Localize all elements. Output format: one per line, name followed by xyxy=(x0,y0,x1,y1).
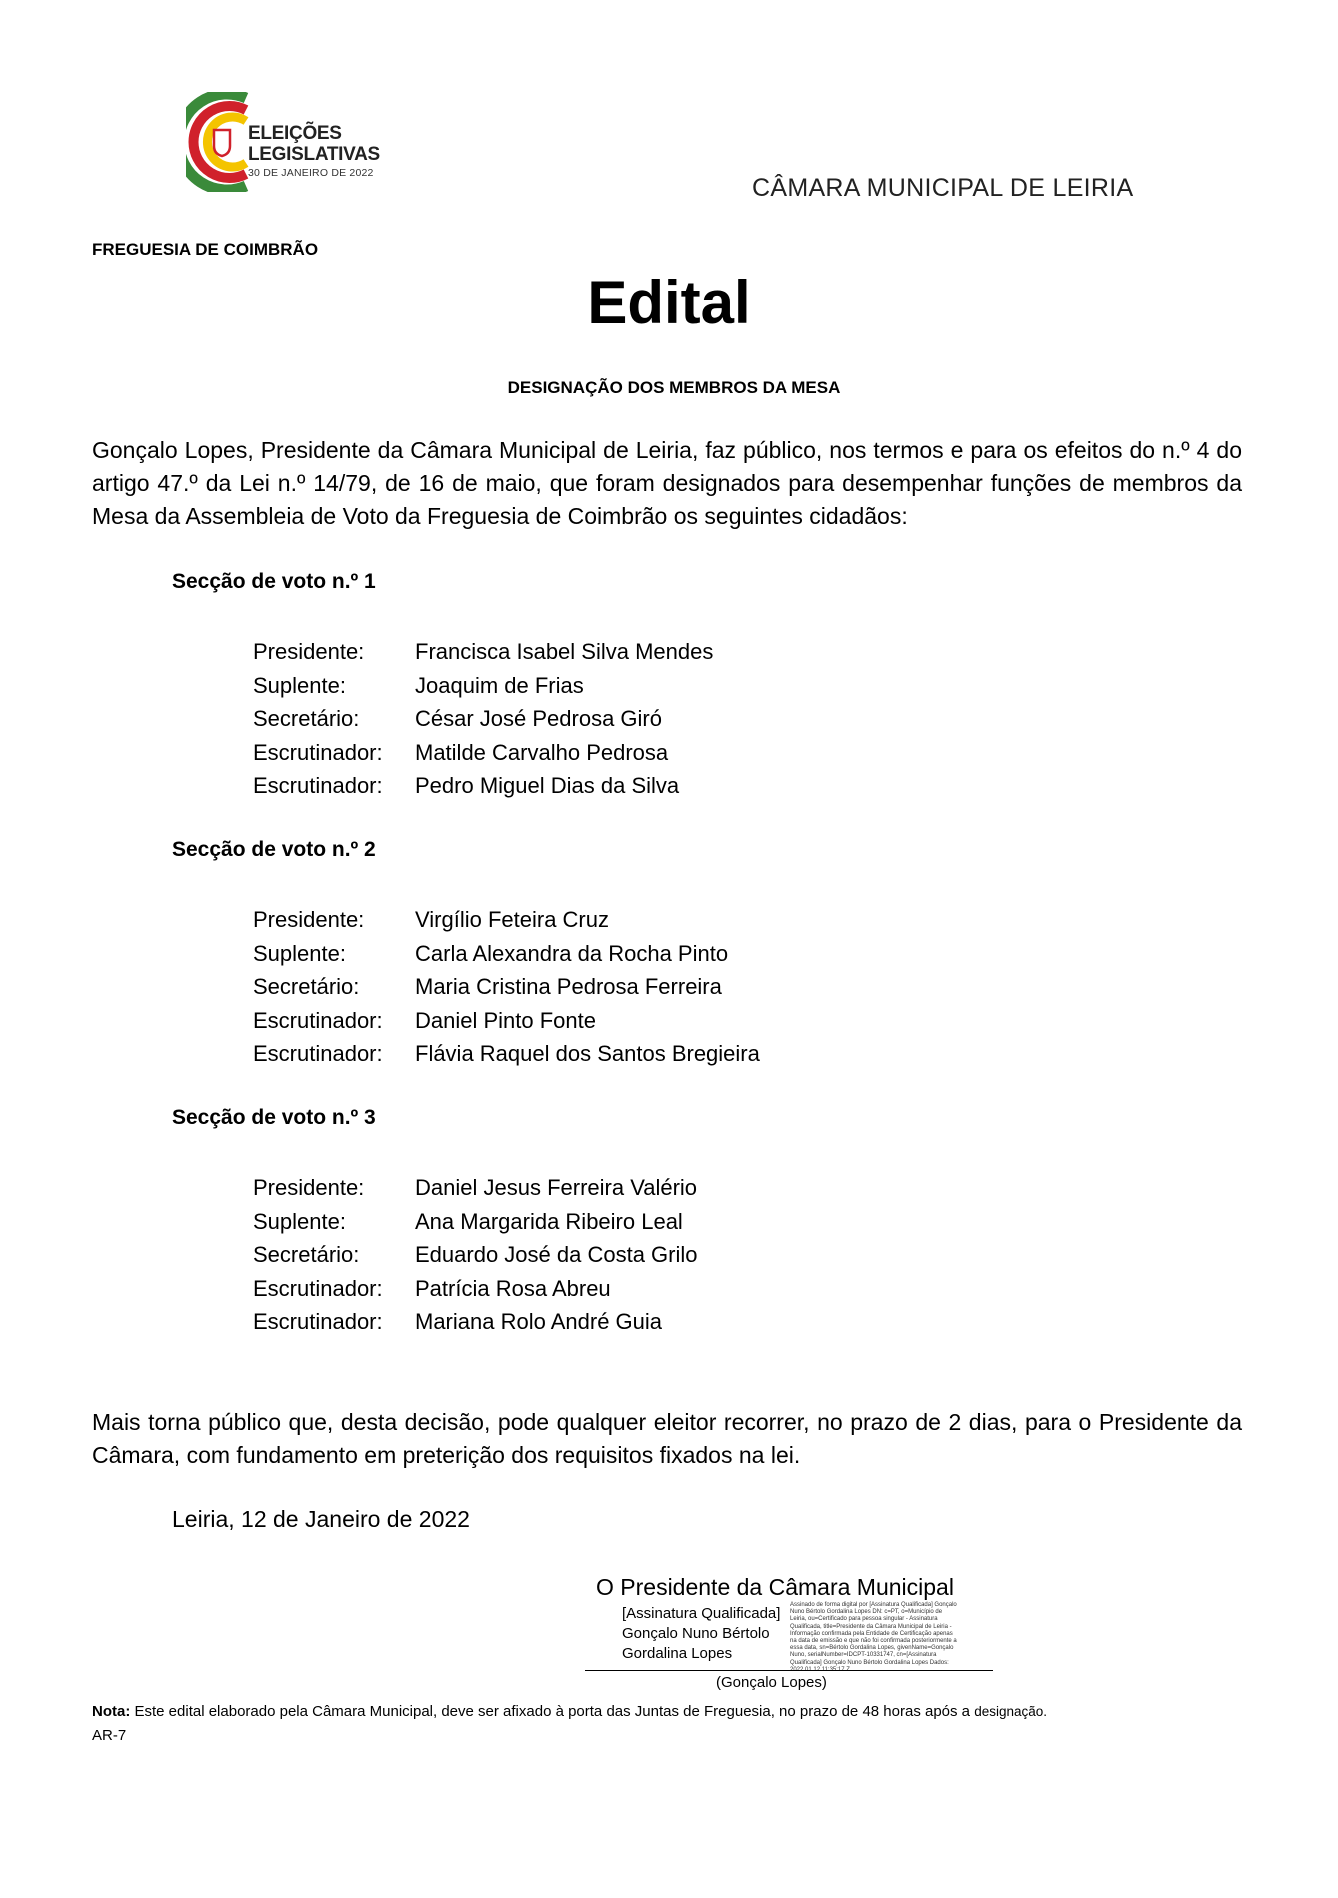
signature-rule xyxy=(585,1670,993,1671)
section-heading: Secção de voto n.º 2 xyxy=(172,838,376,861)
member-name: Ana Margarida Ribeiro Leal xyxy=(415,1208,683,1234)
member-name: Virgílio Feteira Cruz xyxy=(415,907,609,932)
member-row xyxy=(253,903,760,937)
member-name: Joaquim de Frias xyxy=(415,672,584,698)
member-role: Suplente: xyxy=(253,672,346,698)
member-role: Suplente: xyxy=(253,940,346,966)
member-row xyxy=(253,970,760,1004)
member-row xyxy=(253,1171,698,1205)
signature-line-3: Gordalina Lopes xyxy=(622,1645,733,1662)
signatory-name: (Gonçalo Lopes) xyxy=(716,1674,827,1691)
member-name: Pedro Miguel Dias da Silva xyxy=(415,773,680,798)
member-role: Suplente: xyxy=(253,1208,346,1234)
signature-title: O Presidente da Câmara Municipal xyxy=(596,1574,954,1600)
intro-paragraph: Gonçalo Lopes, Presidente da Câmara Municipal de Leiria, faz público, nos termos e para os efeitos do n.º 4 do artigo 47.º da Lei n.º 14/79, de 16 de maio, que foram designados para desempenhar funções de membros da Mesa da Assembleia de Voto da Freguesia de Coimbrão os seguintes cidadãos: xyxy=(92,437,1242,529)
document-subtitle: DESIGNAÇÃO DOS MEMBROS DA MESA xyxy=(507,378,841,397)
member-name: Mariana Rolo André Guia xyxy=(415,1309,663,1334)
member-row xyxy=(253,1004,760,1038)
member-role: Escrutinador: xyxy=(253,1041,383,1066)
member-row xyxy=(253,1037,760,1071)
logo-text xyxy=(248,124,380,179)
municipality-name: CÂMARA MUNICIPAL DE LEIRIA xyxy=(752,174,1134,202)
document-title: Edital xyxy=(587,269,751,336)
member-row xyxy=(253,736,713,770)
member-row xyxy=(253,1205,698,1239)
closing-paragraph: Mais torna público que, desta decisão, pode qualquer eleitor recorrer, no prazo de 2 dias, para o Presidente da Câmara, com fundamento em preterição dos requisitos fixados na lei. xyxy=(92,1409,1242,1468)
member-role: Secretário: xyxy=(253,706,360,731)
member-name: Patrícia Rosa Abreu xyxy=(415,1275,611,1301)
member-role: Escrutinador: xyxy=(253,1007,383,1033)
member-role: Presidente: xyxy=(253,1175,365,1200)
member-row xyxy=(253,769,713,803)
member-row xyxy=(253,1272,698,1306)
member-name: Matilde Carvalho Pedrosa xyxy=(415,739,669,765)
signature-block xyxy=(622,1604,780,1664)
member-name: César José Pedrosa Giró xyxy=(415,706,662,731)
member-row xyxy=(253,1238,698,1272)
note-label: Nota: xyxy=(92,1703,131,1720)
member-role: Escrutinador: xyxy=(253,1309,383,1334)
member-row xyxy=(253,669,713,703)
member-row xyxy=(253,937,760,971)
section-heading: Secção de voto n.º 3 xyxy=(172,1106,376,1129)
member-role: Escrutinador: xyxy=(253,773,383,798)
parish-name: FREGUESIA DE COIMBRÃO xyxy=(92,240,319,259)
member-name: Carla Alexandra da Rocha Pinto xyxy=(415,940,729,966)
digital-signature-details: Assinado de forma digital por [Assinatura Qualificada] Gonçalo Nuno Bértolo Gordalina Lopes DN: c=PT, o=Município de Leiria, ou=Certificado para pessoa singular - Assinatura Qualificada, title=Presidente da Câmara Municipal de Leiria - Informação confirmada pela Entidade de Certificação apenas na data de emissão e que não foi confirmada posteriormente a essa data, sn=Bértolo Gordalina Lopes, givenName=Gonçalo Nuno, serialNumber=IDCPT-10331747, cn=[Assinatura Qualificada] Gonçalo Nuno Bértolo Gordalina Lopes Dados: 2022.01.12 11:35:17 Z xyxy=(790,1602,957,1673)
members-list xyxy=(253,1171,698,1339)
note-text: Este edital elaborado pela Câmara Municipal, deve ser afixado à porta das Juntas de Freguesia, no prazo de 48 horas após a xyxy=(134,1703,971,1720)
logo-line-2: LEGISLATIVAS xyxy=(248,144,380,165)
logo-line-3: 30 DE JANEIRO DE 2022 xyxy=(248,167,374,179)
section-heading: Secção de voto n.º 1 xyxy=(172,570,376,593)
member-name: Maria Cristina Pedrosa Ferreira xyxy=(415,974,722,999)
signature-line-1: [Assinatura Qualificada] xyxy=(622,1605,781,1622)
document-code: AR-7 xyxy=(92,1727,127,1744)
member-name: Flávia Raquel dos Santos Bregieira xyxy=(415,1041,760,1066)
member-row xyxy=(253,635,713,669)
member-name: Daniel Jesus Ferreira Valério xyxy=(415,1175,698,1200)
note-tail: designação. xyxy=(974,1704,1048,1719)
members-list xyxy=(253,903,760,1071)
signature-line-2: Gonçalo Nuno Bértolo xyxy=(622,1625,770,1642)
member-name: Francisca Isabel Silva Mendes xyxy=(415,639,714,664)
logo-line-1: ELEIÇÕES xyxy=(248,123,342,144)
member-role: Secretário: xyxy=(253,1242,360,1267)
member-name: Eduardo José da Costa Grilo xyxy=(415,1242,698,1267)
member-role: Escrutinador: xyxy=(253,739,383,765)
member-role: Presidente: xyxy=(253,639,365,664)
members-list xyxy=(253,635,713,803)
member-role: Escrutinador: xyxy=(253,1275,383,1301)
member-row xyxy=(253,702,713,736)
member-role: Presidente: xyxy=(253,907,365,932)
member-row xyxy=(253,1305,698,1339)
place-and-date: Leiria, 12 de Janeiro de 2022 xyxy=(172,1506,470,1532)
member-name: Daniel Pinto Fonte xyxy=(415,1007,596,1033)
footer-note xyxy=(92,1700,1292,1748)
logo-shield-icon xyxy=(214,130,230,156)
member-role: Secretário: xyxy=(253,974,360,999)
